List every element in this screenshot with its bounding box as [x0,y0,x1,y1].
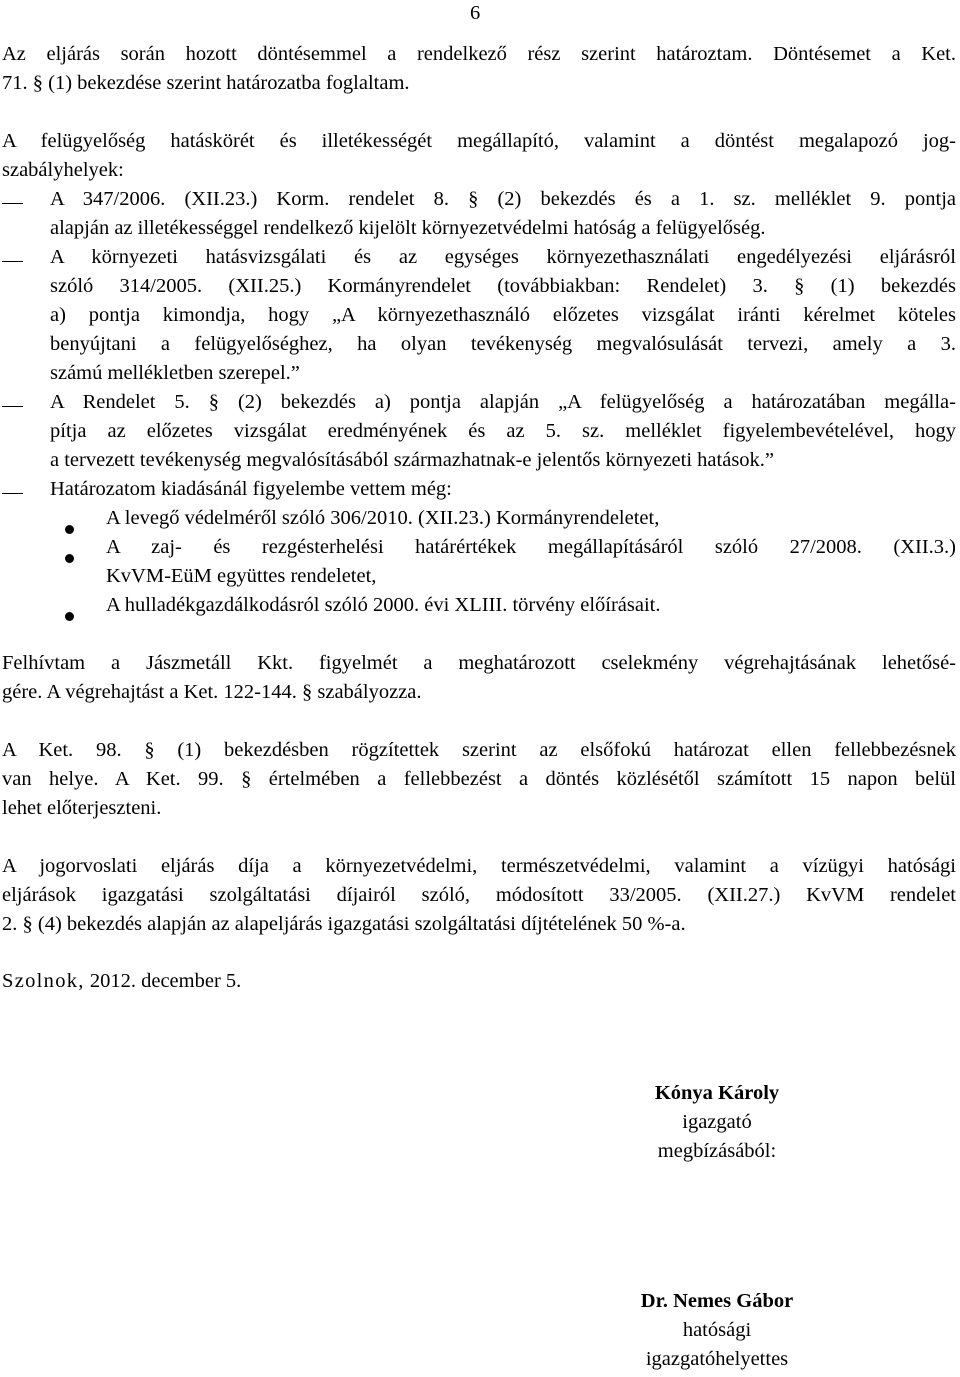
fee-line: A jogorvoslati eljárás díja a környezetvédelmi, természetvédelmi, valamint a vízügyi hatósági [2,855,956,877]
execution-line: gére. A végrehajtást a Ket. 122-144. § szabályozza. [2,681,422,703]
bullet-marker [65,554,74,563]
signature-block-deputy [567,1287,867,1374]
bullet-item-line: KvVM-EüM együttes rendeletet, [106,565,377,587]
signer-name: Dr. Nemes Gábor [640,1290,794,1312]
dash-item-line: számú mellékletben szerepel.” [50,362,300,384]
dash-marker [2,203,23,204]
dash-item-line: szóló 314/2005. (XII.25.) Kormányrendelet (továbbiakban: Rendelet) 3. § (1) bekezdés [50,275,956,297]
legal-basis-line: szabályhelyek: [2,159,124,181]
dash-item-line: pítja az előzetes vizsgálat eredményének és az 5. sz. melléklet figyelembevételével, hogy [50,420,956,442]
appeal-line: lehet előterjeszteni. [2,797,162,819]
dash-item-line: A 347/2006. (XII.23.) Korm. rendelet 8. § (2) bekezdés és a 1. sz. melléklet 9. pontja [50,188,956,210]
dash-item-line: a) pontja kimondja, hogy „A környezethasználó előzetes vizsgálat iránti kérelmet köteles [50,304,956,326]
dash-item-line: alapján az illetékességgel rendelkező kijelölt környezetvédelmi hatóság a felügyelőség. [50,217,766,239]
signer-note: megbízásából: [657,1140,777,1162]
fee-line: 2. § (4) bekezdés alapján az alapeljárás igazgatási szolgáltatási díjtételének 50 %-a. [2,913,686,935]
appeal-line: A Ket. 98. § (1) bekezdésben rögzítettek szerint az elsőfokú határozat ellen fellebbezésnek [2,739,956,761]
page-number: 6 [470,2,481,24]
bullet-item-line: A levegő védelméről szóló 306/2010. (XII.23.) Kormányrendeletet, [106,507,660,529]
fee-line: eljárások igazgatási szolgáltatási díjairól szóló, módosított 33/2005. (XII.27.) KvVM rendelet [2,884,956,906]
bullet-marker [65,612,74,621]
intro-line: Az eljárás során hozott döntésemmel a rendelkező rész szerint határoztam. Döntésemet a Ket. [2,43,956,65]
dash-item-line: A környezeti hatásvizsgálati és az egységes környezethasználati engedélyezési eljárásról [50,246,956,268]
signer-note: igazgatóhelyettes [645,1348,789,1370]
signer-title: igazgató [682,1111,752,1133]
signer-title: hatósági [682,1319,752,1341]
dash-item-line: a tervezett tevékenység megvalósításából származhatnak-e jelentős környezeti hatások.” [50,449,775,471]
place-date [2,970,241,993]
date: 2012. december 5. [84,970,242,992]
intro-line: 71. § (1) bekezdése szerint határozatba foglaltam. [2,72,410,94]
dash-item-line: benyújtani a felügyelőséghez, ha olyan tevékenység megvalósulását tervezi, amely a 3. [50,333,956,355]
dash-marker [2,493,23,494]
bullet-marker [65,525,74,534]
bullet-item-line: A zaj- és rezgésterhelési határértékek megállapításáról szóló 27/2008. (XII.3.) [106,536,956,558]
signer-name: Kónya Károly [654,1082,780,1104]
place: Szolnok, [2,970,85,992]
dash-marker [2,261,23,262]
legal-basis-line: A felügyelőség hatáskörét és illetékességét megállapító, valamint a döntést megalapozó jog- [2,130,956,152]
bullet-item-line: A hulladékgazdálkodásról szóló 2000. évi XLIII. törvény előírásait. [106,594,661,616]
appeal-line: van helye. A Ket. 99. § értelmében a fellebbezést a döntés közlésétől számított 15 napon belül [2,768,956,790]
dash-item-line: Határozatom kiadásánál figyelembe vettem még: [50,478,452,500]
dash-marker [2,406,23,407]
dash-item-line: A Rendelet 5. § (2) bekezdés a) pontja alapján „A felügyelőség a határozatában megálla- [50,391,956,413]
signature-block-director [567,1079,867,1166]
execution-line: Felhívtam a Jászmetáll Kkt. figyelmét a meghatározott cselekmény végrehajtásának lehetősé- [2,652,956,674]
